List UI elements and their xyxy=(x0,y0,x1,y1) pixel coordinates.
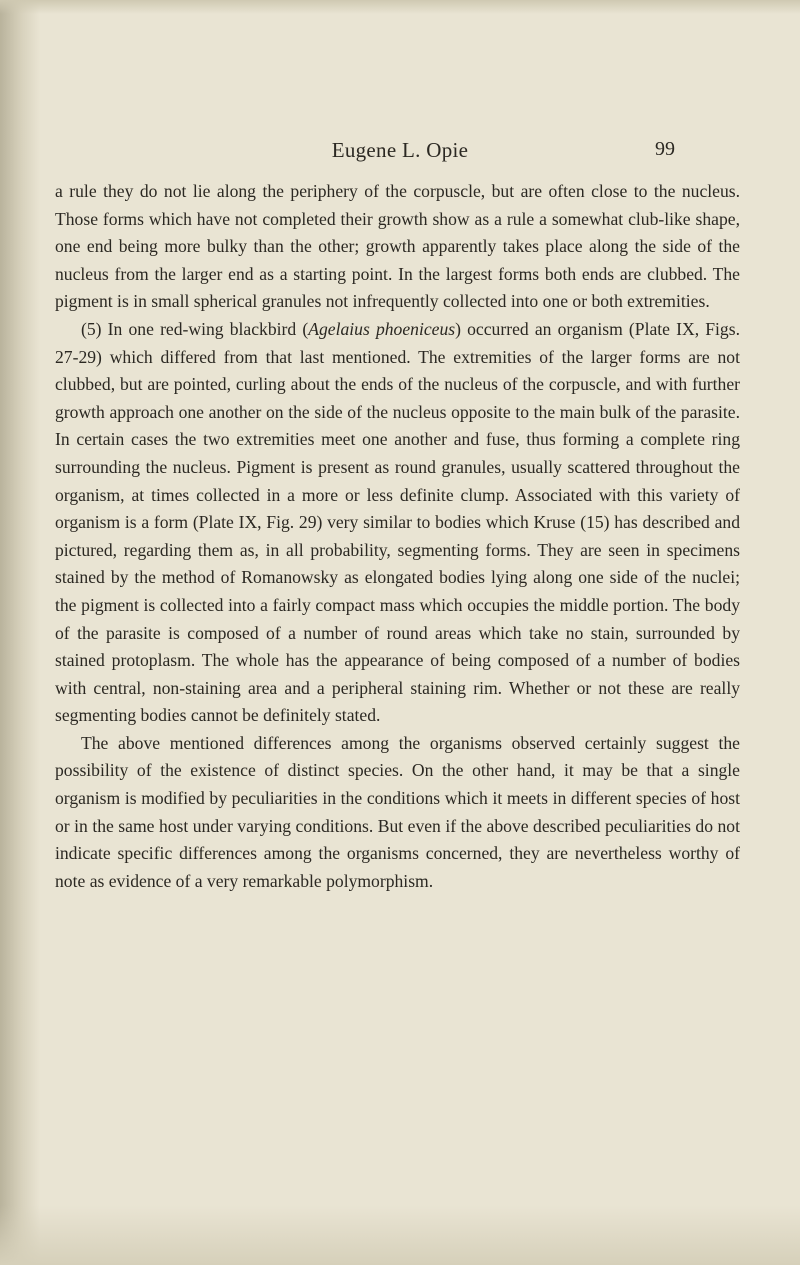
page-shadow-bottom xyxy=(0,1205,800,1265)
page-shadow-top xyxy=(0,0,800,14)
running-head: Eugene L. Opie xyxy=(331,138,469,162)
page-number: 99 xyxy=(655,138,675,160)
paragraph-2-lead: (5) In one red-wing blackbird ( xyxy=(81,318,309,339)
paragraph-3: The above mentioned differences among the organisms observed certainly suggest the possibility of the existence of distinct species. On the other hand, it may be that a single organism is modified by peculiarities in the conditions which it meets in different species of host or in the same host under varying conditions. But even if the above described peculiarities do not indicate specific differences among the organisms concerned, they are nevertheless worthy of note as evidence of a very remarkable polymorphism. xyxy=(55,732,740,891)
page-header xyxy=(0,138,800,168)
paragraph-2 xyxy=(55,316,740,730)
paragraph-1: a rule they do not lie along the periphery of the corpuscle, but are often close to the nucleus. Those forms which have not completed their growth show as a rule a somewhat club-like shape, one end being more bulky than the other; growth apparently takes place along the side of the nucleus from the larger end as a starting point. In the largest forms both ends are clubbed. The pigment is in small spherical granules not infrequently collected into one or both extremities. xyxy=(55,181,740,312)
paragraph-2-rest: ) occurred an organism (Plate IX, Figs. 27-29) which differed from that last mentioned. The extremities of the larger forms are not clubbed, but are pointed, curling about the ends of the nucleus of the corpuscle, and with further growth approach one another on the side of the nucleus opposite to the main bulk of the parasite. In certain cases the two extremities meet one another and fuse, thus forming a complete ring surrounding the nucleus. Pigment is present as round granules, usually scattered throughout the organism, at times collected in a more or less definite clump. Associated with this variety of organism is a form (Plate IX, Fig. 29) very similar to bodies which Kruse (15) has described and pictured, regarding them as, in all probability, segmenting forms. They are seen in specimens stained by the method of Romanowsky as elongated bodies lying along one side of the nuclei; the pigment is collected into a fairly compact mass which occupies the middle portion. The body of the parasite is composed of a number of round areas which take no stain, surrounded by stained protoplasm. The whole has the appearance of being composed of a number of bodies with central, non-staining area and a peripheral staining rim. Whether or not these are really segmenting bodies cannot be definitely stated. xyxy=(55,318,740,726)
body-text xyxy=(55,178,740,895)
page-shadow xyxy=(0,0,40,1265)
species-name: Agelaius phoeniceus xyxy=(308,318,456,339)
